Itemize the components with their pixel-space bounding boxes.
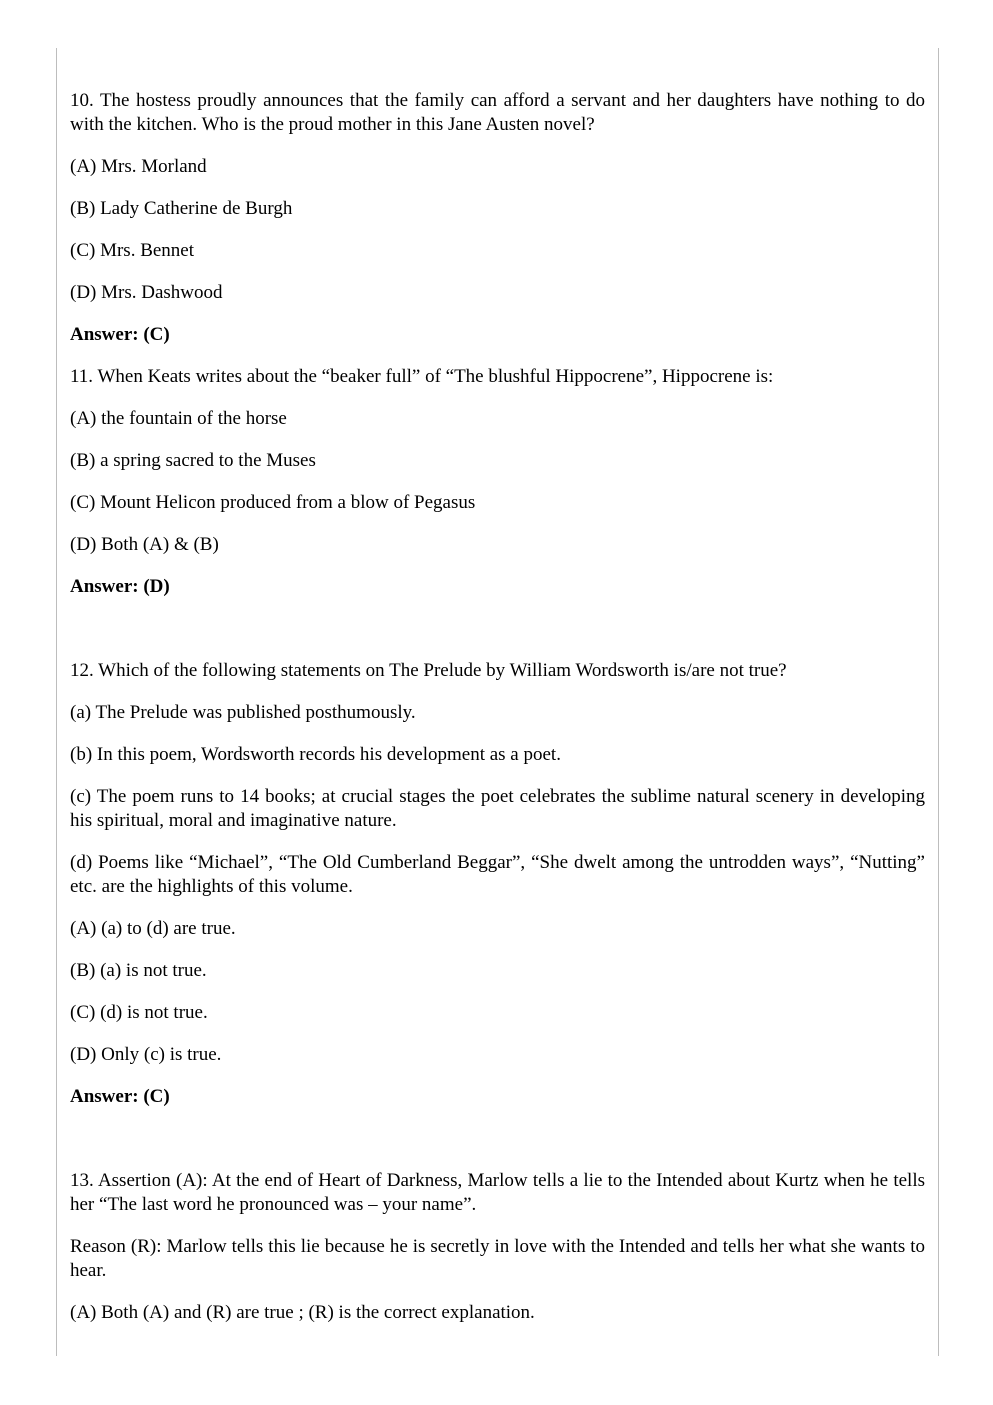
statement-a: (a) The Prelude was published posthumously. bbox=[70, 702, 416, 723]
option-b: (B) a spring sacred to the Muses bbox=[70, 450, 316, 471]
option-d: (D) Both (A) & (B) bbox=[70, 534, 219, 555]
option-b: (B) (a) is not true. bbox=[70, 960, 207, 981]
option-d: (D) Mrs. Dashwood bbox=[70, 282, 223, 303]
question-stem: 12. Which of the following statements on The Prelude by William Wordsworth is/are not true? bbox=[70, 660, 787, 681]
reason-text: Reason (R): Marlow tells this lie because he is secretly in love with the Intended and tells her what she wants to hear. bbox=[70, 1236, 925, 1281]
option-d: (D) Only (c) is true. bbox=[70, 1044, 222, 1065]
answer-line: Answer: (C) bbox=[70, 1086, 170, 1107]
option-a: (A) Both (A) and (R) are true ; (R) is the correct explanation. bbox=[70, 1302, 535, 1323]
question-10 bbox=[70, 89, 925, 347]
option-c: (C) Mrs. Bennet bbox=[70, 240, 195, 261]
option-c: (C) Mount Helicon produced from a blow of Pegasus bbox=[70, 492, 476, 513]
question-13 bbox=[70, 1169, 925, 1325]
question-12 bbox=[70, 659, 925, 1109]
question-11 bbox=[70, 365, 925, 599]
answer-line: Answer: (C) bbox=[70, 324, 170, 345]
question-stem: 11. When Keats writes about the “beaker full” of “The blushful Hippocrene”, Hippocrene is: bbox=[70, 366, 774, 387]
statement-c: (c) The poem runs to 14 books; at crucial stages the poet celebrates the sublime natural scenery in developing his spiritual, moral and imaginative nature. bbox=[70, 786, 925, 831]
statement-b: (b) In this poem, Wordsworth records his development as a poet. bbox=[70, 744, 561, 765]
option-a: (A) (a) to (d) are true. bbox=[70, 918, 236, 939]
document-body bbox=[70, 89, 925, 1343]
option-c: (C) (d) is not true. bbox=[70, 1002, 208, 1023]
right-margin-rule bbox=[938, 48, 939, 1356]
question-stem: 10. The hostess proudly announces that the family can afford a servant and her daughters have nothing to do with the kitchen. Who is the proud mother in this Jane Austen novel? bbox=[70, 90, 925, 135]
option-a: (A) Mrs. Morland bbox=[70, 156, 207, 177]
option-b: (B) Lady Catherine de Burgh bbox=[70, 198, 293, 219]
statement-d: (d) Poems like “Michael”, “The Old Cumberland Beggar”, “She dwelt among the untrodden ways”, “Nutting” etc. are the highlights of this volume. bbox=[70, 852, 925, 897]
assertion-text: 13. Assertion (A): At the end of Heart of Darkness, Marlow tells a lie to the Intended about Kurtz when he tells her “The last word he pronounced was – your name”. bbox=[70, 1170, 925, 1215]
question-spacer bbox=[70, 617, 925, 659]
option-a: (A) the fountain of the horse bbox=[70, 408, 287, 429]
left-margin-rule bbox=[56, 48, 57, 1356]
answer-line: Answer: (D) bbox=[70, 576, 170, 597]
question-spacer bbox=[70, 1127, 925, 1169]
